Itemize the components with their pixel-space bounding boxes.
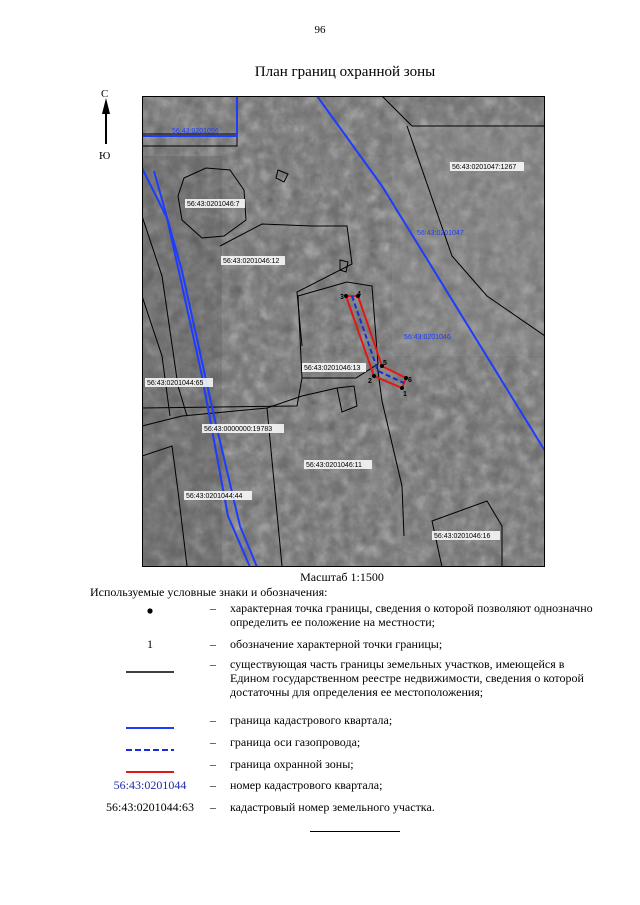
parcel-label-9: [432, 531, 500, 540]
blue-line-icon: [80, 719, 220, 733]
svg-text:56:43:0201046:13: 56:43:0201046:13: [304, 365, 361, 372]
cadastral-map: [142, 96, 545, 567]
svg-text:56:43:0201044:44: 56:43:0201044:44: [186, 493, 243, 500]
north-arrow-icon: [98, 88, 114, 166]
point-label-5: 5: [383, 360, 387, 367]
parcel-label-3: [221, 256, 285, 265]
svg-text:56:43:0201046:12: 56:43:0201046:12: [223, 258, 280, 265]
parcel-label-6: [202, 424, 284, 433]
point-label-6: 6: [408, 377, 412, 384]
point-label-4: 4: [357, 291, 361, 298]
point-label-3: 3: [340, 294, 344, 301]
point-symbol-icon: [80, 603, 220, 617]
svg-text:56:43:0201044:65: 56:43:0201044:65: [147, 380, 204, 387]
svg-text:56:43:0201047:1267: 56:43:0201047:1267: [452, 164, 517, 171]
block-label-3: 56:43:0201046: [404, 334, 451, 341]
parcel-label-7: [304, 460, 372, 469]
point-label-1: 1: [403, 391, 407, 398]
legend-title: Используемые условные знаки и обозначения:: [90, 585, 328, 599]
svg-text:56:43:0201046:11: 56:43:0201046:11: [306, 462, 362, 469]
red-line-icon: [80, 763, 220, 777]
svg-text:56:43:0000000:19783: 56:43:0000000:19783: [204, 426, 273, 433]
parcel-label-5: [145, 378, 213, 387]
parcel-label-1: [450, 162, 524, 171]
compass-north: С: [101, 88, 109, 100]
map-scale: Масштаб 1:1500: [300, 570, 384, 584]
block-label-2: 56:43:0201047: [417, 230, 464, 237]
footer-divider: [310, 831, 400, 832]
svg-text:56:43:0201046:16: 56:43:0201046:16: [434, 533, 491, 540]
point-label-2: 2: [368, 378, 372, 385]
parcel-label-2: [185, 199, 245, 208]
page-number: 96: [314, 24, 326, 36]
block-label-1: 56:43:0201056: [172, 128, 219, 135]
parcel-label-8: [184, 491, 252, 500]
page-title: План границ охранной зоны: [254, 64, 436, 80]
compass-south: Ю: [99, 150, 111, 162]
parcel-label-4: [302, 363, 366, 372]
black-line-icon: [80, 663, 220, 677]
svg-text:56:43:0201046:7: 56:43:0201046:7: [187, 201, 240, 208]
blue-dash-icon: [80, 741, 220, 755]
